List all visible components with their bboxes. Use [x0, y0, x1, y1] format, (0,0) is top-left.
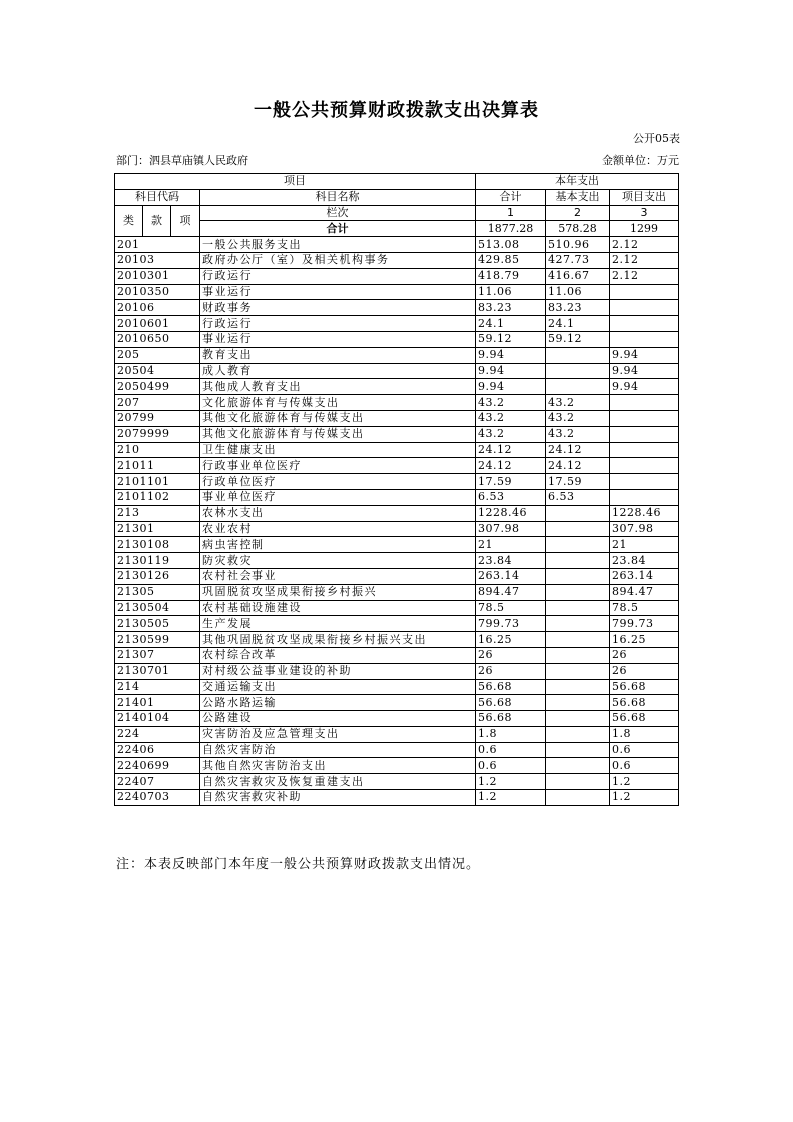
table-row	[115, 316, 679, 332]
row-total: 1.8	[476, 726, 546, 742]
row-basic	[546, 537, 610, 553]
row-basic: 83.23	[546, 300, 610, 316]
row-project: 23.84	[610, 553, 679, 569]
row-code: 2050499	[115, 379, 200, 395]
row-basic	[546, 505, 610, 521]
row-name: 行政单位医疗	[200, 474, 476, 490]
row-project: 26	[610, 663, 679, 679]
row-total: 26	[476, 663, 546, 679]
table-row	[115, 584, 679, 600]
row-code: 2130504	[115, 600, 200, 616]
row-code: 224	[115, 726, 200, 742]
row-project: 21	[610, 537, 679, 553]
row-name: 行政运行	[200, 316, 476, 332]
row-code: 2010350	[115, 284, 200, 300]
row-code: 207	[115, 395, 200, 411]
header-column-no: 栏次	[200, 205, 476, 221]
table-row	[115, 237, 679, 253]
row-name: 对村级公益事业建设的补助	[200, 663, 476, 679]
header-row-2	[115, 189, 679, 205]
row-project: 1.2	[610, 790, 679, 806]
row-code: 2140104	[115, 711, 200, 727]
row-code: 2130119	[115, 553, 200, 569]
row-name: 自然灾害救灾及恢复重建支出	[200, 774, 476, 790]
row-total: 0.6	[476, 758, 546, 774]
row-project	[610, 316, 679, 332]
table-row	[115, 647, 679, 663]
row-name: 公路水路运输	[200, 695, 476, 711]
row-code: 21307	[115, 647, 200, 663]
totals-label: 合计	[200, 221, 476, 237]
row-basic	[546, 553, 610, 569]
row-total: 56.68	[476, 679, 546, 695]
row-project: 9.94	[610, 347, 679, 363]
row-project: 16.25	[610, 632, 679, 648]
row-total: 9.94	[476, 347, 546, 363]
row-project	[610, 284, 679, 300]
header-project: 项目支出	[610, 189, 679, 205]
row-basic: 43.2	[546, 395, 610, 411]
row-total: 894.47	[476, 584, 546, 600]
row-name: 交通运输支出	[200, 679, 476, 695]
row-project: 1228.46	[610, 505, 679, 521]
row-name: 一般公共服务支出	[200, 237, 476, 253]
row-project	[610, 474, 679, 490]
row-name: 其他自然灾害防治支出	[200, 758, 476, 774]
row-total: 26	[476, 647, 546, 663]
row-total: 9.94	[476, 363, 546, 379]
row-total: 263.14	[476, 568, 546, 584]
row-code: 2101102	[115, 489, 200, 505]
row-code: 2010301	[115, 268, 200, 284]
row-name: 自然灾害防治	[200, 742, 476, 758]
row-name: 卫生健康支出	[200, 442, 476, 458]
row-name: 事业运行	[200, 284, 476, 300]
row-code: 2130599	[115, 632, 200, 648]
row-name: 生产发展	[200, 616, 476, 632]
table-row	[115, 347, 679, 363]
row-name: 文化旅游体育与传媒支出	[200, 395, 476, 411]
row-total: 43.2	[476, 426, 546, 442]
header-row-1	[115, 174, 679, 190]
row-basic	[546, 695, 610, 711]
row-code: 201	[115, 237, 200, 253]
table-row	[115, 537, 679, 553]
row-total: 418.79	[476, 268, 546, 284]
row-total: 429.85	[476, 252, 546, 268]
row-code: 21011	[115, 458, 200, 474]
table-row	[115, 458, 679, 474]
header-total: 合计	[476, 189, 546, 205]
row-name: 防灾救灾	[200, 553, 476, 569]
header-col3: 3	[610, 205, 679, 221]
row-total: 1.2	[476, 790, 546, 806]
header-basic: 基本支出	[546, 189, 610, 205]
header-col1: 1	[476, 205, 546, 221]
table-row	[115, 395, 679, 411]
row-basic	[546, 584, 610, 600]
row-project: 1.2	[610, 774, 679, 790]
row-project: 56.68	[610, 695, 679, 711]
header-subject-name: 科目名称	[200, 189, 476, 205]
table-row	[115, 679, 679, 695]
row-basic: 24.12	[546, 442, 610, 458]
row-code: 21401	[115, 695, 200, 711]
row-total: 56.68	[476, 711, 546, 727]
row-total: 16.25	[476, 632, 546, 648]
table-row	[115, 379, 679, 395]
table-row	[115, 758, 679, 774]
row-basic	[546, 790, 610, 806]
header-current-year: 本年支出	[476, 174, 679, 190]
table-row	[115, 663, 679, 679]
row-basic: 6.53	[546, 489, 610, 505]
header-item: 项目	[115, 174, 476, 190]
row-project	[610, 300, 679, 316]
row-basic	[546, 774, 610, 790]
table-row	[115, 616, 679, 632]
row-name: 财政事务	[200, 300, 476, 316]
row-total: 0.6	[476, 742, 546, 758]
expenditure-table	[114, 173, 679, 806]
table-row	[115, 600, 679, 616]
row-basic: 43.2	[546, 410, 610, 426]
row-basic	[546, 521, 610, 537]
table-row	[115, 489, 679, 505]
footnote: 注：本表反映部门本年度一般公共预算财政拨款支出情况。	[116, 857, 481, 872]
row-basic	[546, 711, 610, 727]
row-code: 22407	[115, 774, 200, 790]
row-name: 其他成人教育支出	[200, 379, 476, 395]
row-project	[610, 489, 679, 505]
row-total: 43.2	[476, 395, 546, 411]
row-name: 农村综合改革	[200, 647, 476, 663]
row-code: 22406	[115, 742, 200, 758]
row-basic	[546, 679, 610, 695]
row-code: 21301	[115, 521, 200, 537]
row-total: 59.12	[476, 331, 546, 347]
row-total: 24.1	[476, 316, 546, 332]
row-code: 213	[115, 505, 200, 521]
table-row	[115, 711, 679, 727]
row-project: 263.14	[610, 568, 679, 584]
row-basic: 17.59	[546, 474, 610, 490]
row-code: 2010601	[115, 316, 200, 332]
row-total: 43.2	[476, 410, 546, 426]
row-total: 6.53	[476, 489, 546, 505]
table-row	[115, 268, 679, 284]
row-total: 513.08	[476, 237, 546, 253]
row-code: 2130505	[115, 616, 200, 632]
row-code: 20106	[115, 300, 200, 316]
table-row	[115, 774, 679, 790]
row-code: 205	[115, 347, 200, 363]
header-col2: 2	[546, 205, 610, 221]
row-basic	[546, 568, 610, 584]
row-name: 事业运行	[200, 331, 476, 347]
totals-total: 1877.28	[476, 221, 546, 237]
row-total: 799.73	[476, 616, 546, 632]
row-total: 11.06	[476, 284, 546, 300]
row-total: 1.2	[476, 774, 546, 790]
row-name: 公路建设	[200, 711, 476, 727]
totals-row	[115, 221, 679, 237]
report-title: 一般公共预算财政拨款支出决算表	[254, 100, 539, 121]
row-code: 2010650	[115, 331, 200, 347]
row-project: 799.73	[610, 616, 679, 632]
table-row	[115, 790, 679, 806]
row-name: 农村基础设施建设	[200, 600, 476, 616]
row-total: 24.12	[476, 458, 546, 474]
amount-unit-label: 金额单位：万元	[602, 154, 679, 167]
row-total: 83.23	[476, 300, 546, 316]
table-row	[115, 568, 679, 584]
row-project: 56.68	[610, 679, 679, 695]
row-name: 其他文化旅游体育与传媒支出	[200, 426, 476, 442]
row-name: 病虫害控制	[200, 537, 476, 553]
form-number: 公开05表	[633, 132, 680, 145]
row-basic	[546, 363, 610, 379]
row-basic	[546, 616, 610, 632]
row-name: 农林水支出	[200, 505, 476, 521]
row-code: 2240703	[115, 790, 200, 806]
row-project: 26	[610, 647, 679, 663]
row-name: 政府办公厅（室）及相关机构事务	[200, 252, 476, 268]
row-project: 9.94	[610, 379, 679, 395]
row-total: 21	[476, 537, 546, 553]
row-basic: 416.67	[546, 268, 610, 284]
table-row	[115, 505, 679, 521]
row-basic	[546, 632, 610, 648]
table-row	[115, 284, 679, 300]
row-code: 2240699	[115, 758, 200, 774]
row-project: 894.47	[610, 584, 679, 600]
row-project	[610, 442, 679, 458]
table-row	[115, 553, 679, 569]
table-row	[115, 521, 679, 537]
row-code: 20103	[115, 252, 200, 268]
row-code: 21305	[115, 584, 200, 600]
row-code: 2130701	[115, 663, 200, 679]
row-basic	[546, 647, 610, 663]
row-name: 灾害防治及应急管理支出	[200, 726, 476, 742]
row-basic	[546, 758, 610, 774]
row-project	[610, 426, 679, 442]
row-name: 教育支出	[200, 347, 476, 363]
row-name: 其他文化旅游体育与传媒支出	[200, 410, 476, 426]
row-name: 巩固脱贫攻坚成果衔接乡村振兴	[200, 584, 476, 600]
header-lei: 类	[115, 205, 143, 237]
table-row	[115, 331, 679, 347]
row-code: 210	[115, 442, 200, 458]
row-code: 2130108	[115, 537, 200, 553]
row-name: 成人教育	[200, 363, 476, 379]
row-total: 23.84	[476, 553, 546, 569]
table-row	[115, 300, 679, 316]
row-basic	[546, 663, 610, 679]
table-row	[115, 632, 679, 648]
row-total: 17.59	[476, 474, 546, 490]
row-code: 20799	[115, 410, 200, 426]
row-project	[610, 458, 679, 474]
header-xiang: 项	[171, 205, 200, 237]
row-total: 78.5	[476, 600, 546, 616]
row-basic: 24.1	[546, 316, 610, 332]
table-row	[115, 442, 679, 458]
totals-project: 1299	[610, 221, 679, 237]
header-kuan: 款	[143, 205, 171, 237]
row-basic	[546, 347, 610, 363]
header-subject-code: 科目代码	[115, 189, 200, 205]
row-name: 农村社会事业	[200, 568, 476, 584]
row-name: 其他巩固脱贫攻坚成果衔接乡村振兴支出	[200, 632, 476, 648]
row-basic	[546, 379, 610, 395]
row-code: 214	[115, 679, 200, 695]
row-project: 1.8	[610, 726, 679, 742]
department-label: 部门：泗县草庙镇人民政府	[116, 154, 248, 167]
row-total: 56.68	[476, 695, 546, 711]
row-code: 2130126	[115, 568, 200, 584]
table-row	[115, 474, 679, 490]
row-basic: 510.96	[546, 237, 610, 253]
row-project: 0.6	[610, 742, 679, 758]
row-basic	[546, 726, 610, 742]
row-name: 行政事业单位医疗	[200, 458, 476, 474]
row-project	[610, 410, 679, 426]
row-total: 24.12	[476, 442, 546, 458]
row-basic	[546, 600, 610, 616]
table-row	[115, 252, 679, 268]
header-row-3	[115, 205, 679, 221]
row-name: 事业单位医疗	[200, 489, 476, 505]
table-row	[115, 426, 679, 442]
row-basic	[546, 742, 610, 758]
row-project: 78.5	[610, 600, 679, 616]
row-project: 2.12	[610, 252, 679, 268]
table-row	[115, 410, 679, 426]
row-project: 0.6	[610, 758, 679, 774]
row-project: 9.94	[610, 363, 679, 379]
row-total: 307.98	[476, 521, 546, 537]
row-basic: 11.06	[546, 284, 610, 300]
row-name: 自然灾害救灾补助	[200, 790, 476, 806]
row-name: 农业农村	[200, 521, 476, 537]
row-basic: 24.12	[546, 458, 610, 474]
table-row	[115, 726, 679, 742]
table-row	[115, 363, 679, 379]
table-row	[115, 742, 679, 758]
row-project: 2.12	[610, 237, 679, 253]
row-code: 2101101	[115, 474, 200, 490]
row-project: 307.98	[610, 521, 679, 537]
row-project	[610, 331, 679, 347]
row-code: 2079999	[115, 426, 200, 442]
totals-basic: 578.28	[546, 221, 610, 237]
row-project	[610, 395, 679, 411]
row-project: 56.68	[610, 711, 679, 727]
row-total: 1228.46	[476, 505, 546, 521]
row-name: 行政运行	[200, 268, 476, 284]
table-row	[115, 695, 679, 711]
row-basic: 427.73	[546, 252, 610, 268]
row-basic: 59.12	[546, 331, 610, 347]
row-basic: 43.2	[546, 426, 610, 442]
row-code: 20504	[115, 363, 200, 379]
row-total: 9.94	[476, 379, 546, 395]
row-project: 2.12	[610, 268, 679, 284]
